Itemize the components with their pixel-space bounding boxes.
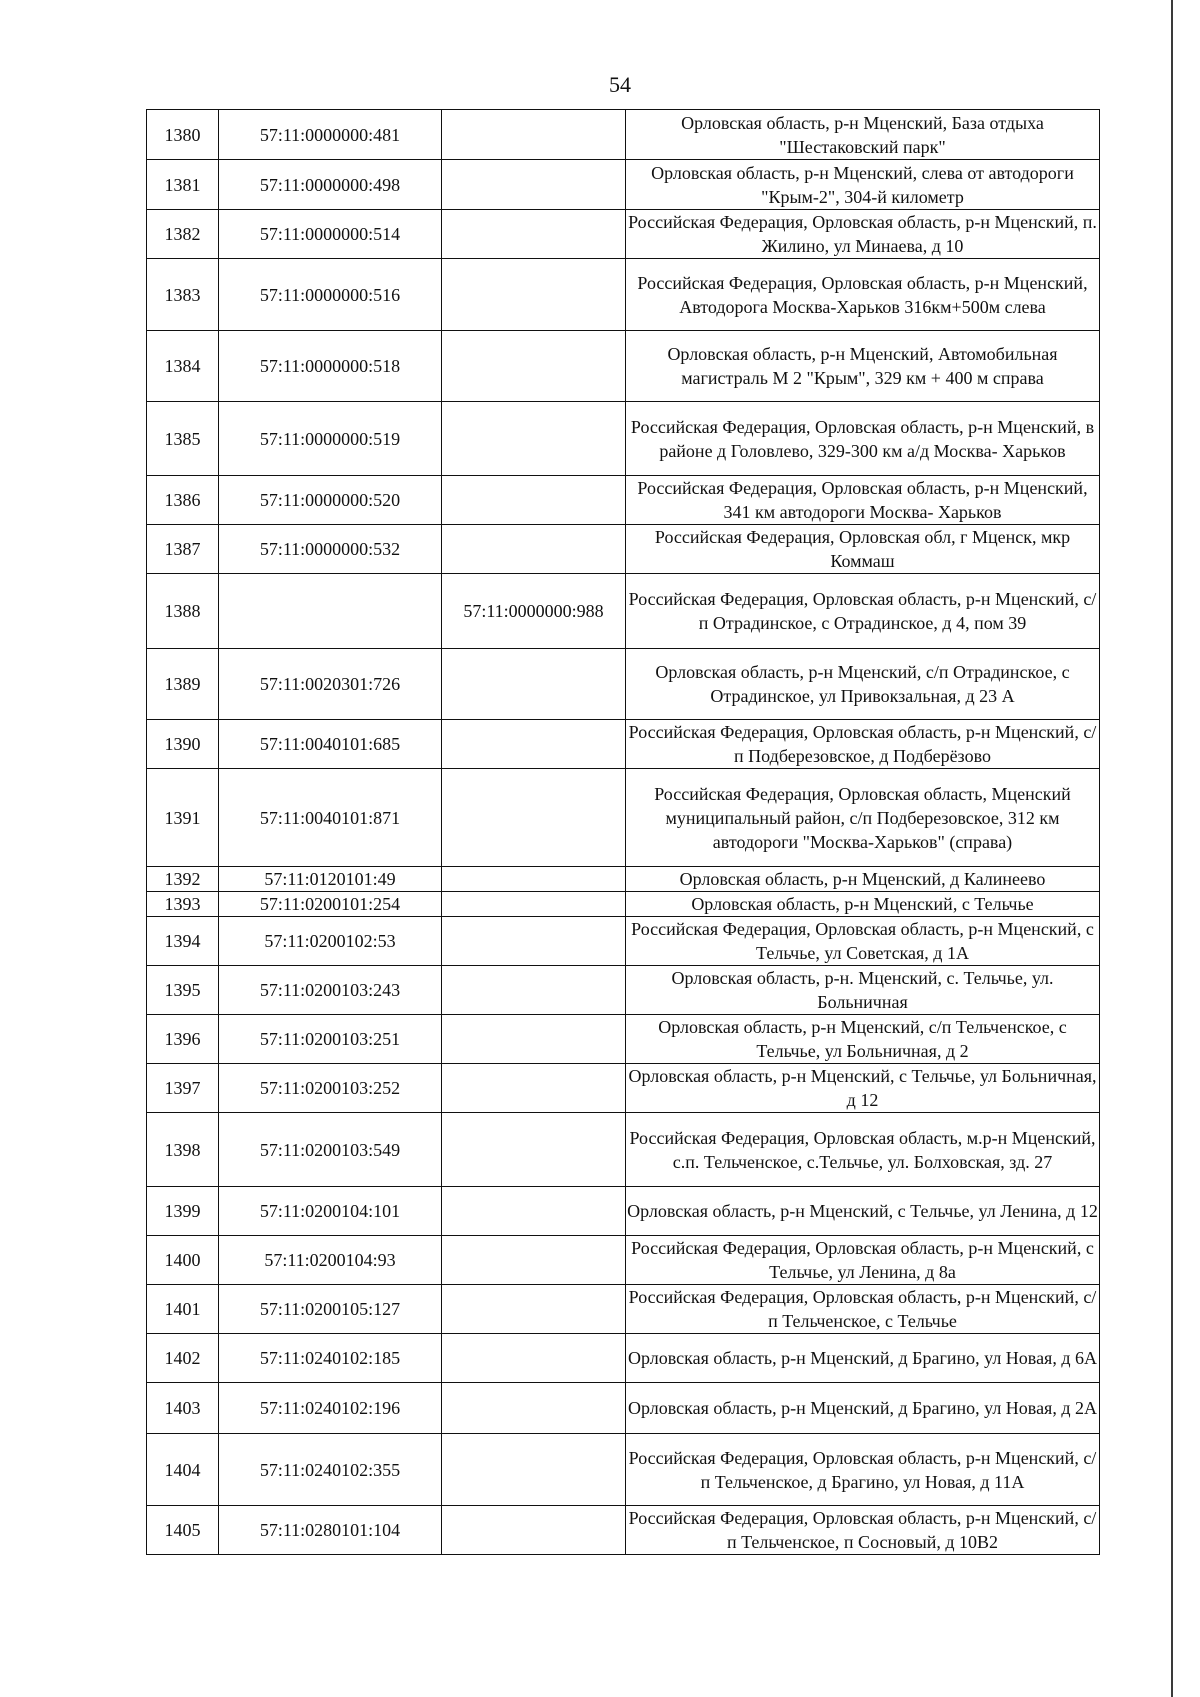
table-row [147,525,1100,574]
table-row [147,402,1100,476]
parent-cadastral-number-cell [442,160,626,210]
cadastral-number-cell: 57:11:0280101:104 [219,1506,442,1555]
parent-cadastral-number-cell [442,210,626,259]
row-number-cell: 1387 [147,525,219,574]
parent-cadastral-number-cell [442,720,626,769]
table-row [147,1015,1100,1064]
cadastral-number-cell: 57:11:0000000:519 [219,402,442,476]
table-row [147,160,1100,210]
table-row [147,867,1100,892]
cadastral-number-cell: 57:11:0200104:93 [219,1236,442,1285]
scan-edge-line [1171,0,1173,1697]
parent-cadastral-number-cell [442,769,626,867]
parent-cadastral-number-cell [442,966,626,1015]
cadastral-number-cell: 57:11:0200103:243 [219,966,442,1015]
address-cell: Российская Федерация, Орловская область, р-н Мценский, с/п Тельченское, д Брагино, ул Новая, д 11А [626,1434,1100,1506]
parent-cadastral-number-cell [442,1506,626,1555]
row-number-cell: 1403 [147,1383,219,1434]
row-number-cell: 1384 [147,331,219,402]
address-cell: Орловская область, р-н Мценский, Автомобильная магистраль М 2 "Крым", 329 км + 400 м справа [626,331,1100,402]
cadastral-number-cell: 57:11:0240102:355 [219,1434,442,1506]
cadastral-number-cell: 57:11:0040101:871 [219,769,442,867]
parent-cadastral-number-cell [442,1113,626,1187]
parent-cadastral-number-cell [442,1334,626,1383]
row-number-cell: 1397 [147,1064,219,1113]
table-row [147,966,1100,1015]
address-cell: Орловская область, р-н Мценский, База отдыха "Шестаковский парк" [626,110,1100,160]
row-number-cell: 1380 [147,110,219,160]
table-row [147,574,1100,649]
row-number-cell: 1393 [147,892,219,917]
cadastral-number-cell: 57:11:0200104:101 [219,1187,442,1236]
parent-cadastral-number-cell [442,1383,626,1434]
cadastral-number-cell: 57:11:0000000:498 [219,160,442,210]
table-row [147,259,1100,331]
table-row [147,1434,1100,1506]
row-number-cell: 1399 [147,1187,219,1236]
parent-cadastral-number-cell [442,402,626,476]
parent-cadastral-number-cell [442,867,626,892]
address-cell: Российская Федерация, Орловская область, р-н Мценский, Автодорога Москва-Харьков 316км+500м слева [626,259,1100,331]
address-cell: Российская Федерация, Орловская область, м.р-н Мценский, с.п. Тельченское, с.Тельчье, ул. Болховская, зд. 27 [626,1113,1100,1187]
row-number-cell: 1394 [147,917,219,966]
cadastral-number-cell [219,574,442,649]
row-number-cell: 1401 [147,1285,219,1334]
address-cell: Российская Федерация, Орловская область, р-н Мценский, с/п Тельченское, с Тельчье [626,1285,1100,1334]
address-cell: Российская Федерация, Орловская область, р-н Мценский, с/п Отрадинское, с Отрадинское, д 4, пом 39 [626,574,1100,649]
address-cell: Российская Федерация, Орловская обл, г Мценск, мкр Коммаш [626,525,1100,574]
parent-cadastral-number-cell [442,331,626,402]
table-row [147,1285,1100,1334]
address-cell: Российская Федерация, Орловская область, р-н Мценский, в районе д Головлево, 329-300 км а/д Москва- Харьков [626,402,1100,476]
parent-cadastral-number-cell [442,110,626,160]
table-row [147,720,1100,769]
row-number-cell: 1383 [147,259,219,331]
row-number-cell: 1402 [147,1334,219,1383]
row-number-cell: 1400 [147,1236,219,1285]
cadastral-number-cell: 57:11:0000000:532 [219,525,442,574]
row-number-cell: 1396 [147,1015,219,1064]
row-number-cell: 1388 [147,574,219,649]
table-row [147,1506,1100,1555]
cadastral-number-cell: 57:11:0000000:520 [219,476,442,525]
parent-cadastral-number-cell [442,476,626,525]
cadastral-number-cell: 57:11:0120101:49 [219,867,442,892]
address-cell: Орловская область, р-н. Мценский, с. Тельчье, ул. Больничная [626,966,1100,1015]
address-cell: Российская Федерация, Орловская область, р-н Мценский, с/п Тельченское, п Сосновый, д 10В2 [626,1506,1100,1555]
parent-cadastral-number-cell [442,892,626,917]
cadastral-number-cell: 57:11:0000000:516 [219,259,442,331]
table-row [147,1236,1100,1285]
row-number-cell: 1398 [147,1113,219,1187]
row-number-cell: 1386 [147,476,219,525]
parent-cadastral-number-cell [442,1285,626,1334]
address-cell: Орловская область, р-н Мценский, слева от автодороги "Крым-2", 304-й километр [626,160,1100,210]
cadastral-number-cell: 57:11:0000000:514 [219,210,442,259]
address-cell: Российская Федерация, Орловская область, р-н Мценский, 341 км автодороги Москва- Харьков [626,476,1100,525]
row-number-cell: 1395 [147,966,219,1015]
row-number-cell: 1404 [147,1434,219,1506]
parent-cadastral-number-cell [442,1187,626,1236]
parent-cadastral-number-cell [442,1236,626,1285]
registry-table-body [147,110,1100,1555]
cadastral-number-cell: 57:11:0020301:726 [219,649,442,720]
cadastral-number-cell: 57:11:0200103:251 [219,1015,442,1064]
table-row [147,769,1100,867]
cadastral-number-cell: 57:11:0200103:549 [219,1113,442,1187]
table-row [147,1064,1100,1113]
table-row [147,917,1100,966]
cadastral-number-cell: 57:11:0040101:685 [219,720,442,769]
parent-cadastral-number-cell [442,1434,626,1506]
table-row [147,1334,1100,1383]
address-cell: Российская Федерация, Орловская область, Мценский муниципальный район, с/п Подберезовское, 312 км автодороги "Москва-Харьков" (справа) [626,769,1100,867]
registry-table [146,109,1100,1555]
parent-cadastral-number-cell [442,259,626,331]
cadastral-number-cell: 57:11:0200103:252 [219,1064,442,1113]
parent-cadastral-number-cell [442,525,626,574]
row-number-cell: 1382 [147,210,219,259]
cadastral-number-cell: 57:11:0200105:127 [219,1285,442,1334]
table-row [147,110,1100,160]
address-cell: Орловская область, р-н Мценский, д Брагино, ул Новая, д 6А [626,1334,1100,1383]
parent-cadastral-number-cell [442,1064,626,1113]
cadastral-number-cell: 57:11:0240102:196 [219,1383,442,1434]
table-row [147,210,1100,259]
table-row [147,476,1100,525]
table-row [147,892,1100,917]
cadastral-number-cell: 57:11:0000000:481 [219,110,442,160]
row-number-cell: 1405 [147,1506,219,1555]
parent-cadastral-number-cell [442,649,626,720]
address-cell: Орловская область, р-н Мценский, д Калинеево [626,867,1100,892]
parent-cadastral-number-cell: 57:11:0000000:988 [442,574,626,649]
row-number-cell: 1385 [147,402,219,476]
address-cell: Орловская область, р-н Мценский, с Тельчье, ул Больничная, д 12 [626,1064,1100,1113]
row-number-cell: 1390 [147,720,219,769]
address-cell: Орловская область, р-н Мценский, с/п Отрадинское, с Отрадинское, ул Привокзальная, д 23 А [626,649,1100,720]
row-number-cell: 1389 [147,649,219,720]
address-cell: Российская Федерация, Орловская область, р-н Мценский, п. Жилино, ул Минаева, д 10 [626,210,1100,259]
address-cell: Орловская область, р-н Мценский, д Брагино, ул Новая, д 2А [626,1383,1100,1434]
row-number-cell: 1381 [147,160,219,210]
address-cell: Российская Федерация, Орловская область, р-н Мценский, с Тельчье, ул Ленина, д 8а [626,1236,1100,1285]
address-cell: Орловская область, р-н Мценский, с Тельчье, ул Ленина, д 12 [626,1187,1100,1236]
table-row [147,1383,1100,1434]
cadastral-number-cell: 57:11:0240102:185 [219,1334,442,1383]
address-cell: Российская Федерация, Орловская область, р-н Мценский, с/п Подберезовское, д Подберёзово [626,720,1100,769]
table-row [147,331,1100,402]
parent-cadastral-number-cell [442,917,626,966]
cadastral-number-cell: 57:11:0200102:53 [219,917,442,966]
table-row [147,649,1100,720]
address-cell: Орловская область, р-н Мценский, с/п Тельченское, с Тельчье, ул Больничная, д 2 [626,1015,1100,1064]
parent-cadastral-number-cell [442,1015,626,1064]
cadastral-number-cell: 57:11:0000000:518 [219,331,442,402]
row-number-cell: 1392 [147,867,219,892]
address-cell: Российская Федерация, Орловская область, р-н Мценский, с Тельчье, ул Советская, д 1А [626,917,1100,966]
table-row [147,1187,1100,1236]
cadastral-number-cell: 57:11:0200101:254 [219,892,442,917]
table-row [147,1113,1100,1187]
page-number: 54 [609,72,631,97]
row-number-cell: 1391 [147,769,219,867]
address-cell: Орловская область, р-н Мценский, с Тельчье [626,892,1100,917]
